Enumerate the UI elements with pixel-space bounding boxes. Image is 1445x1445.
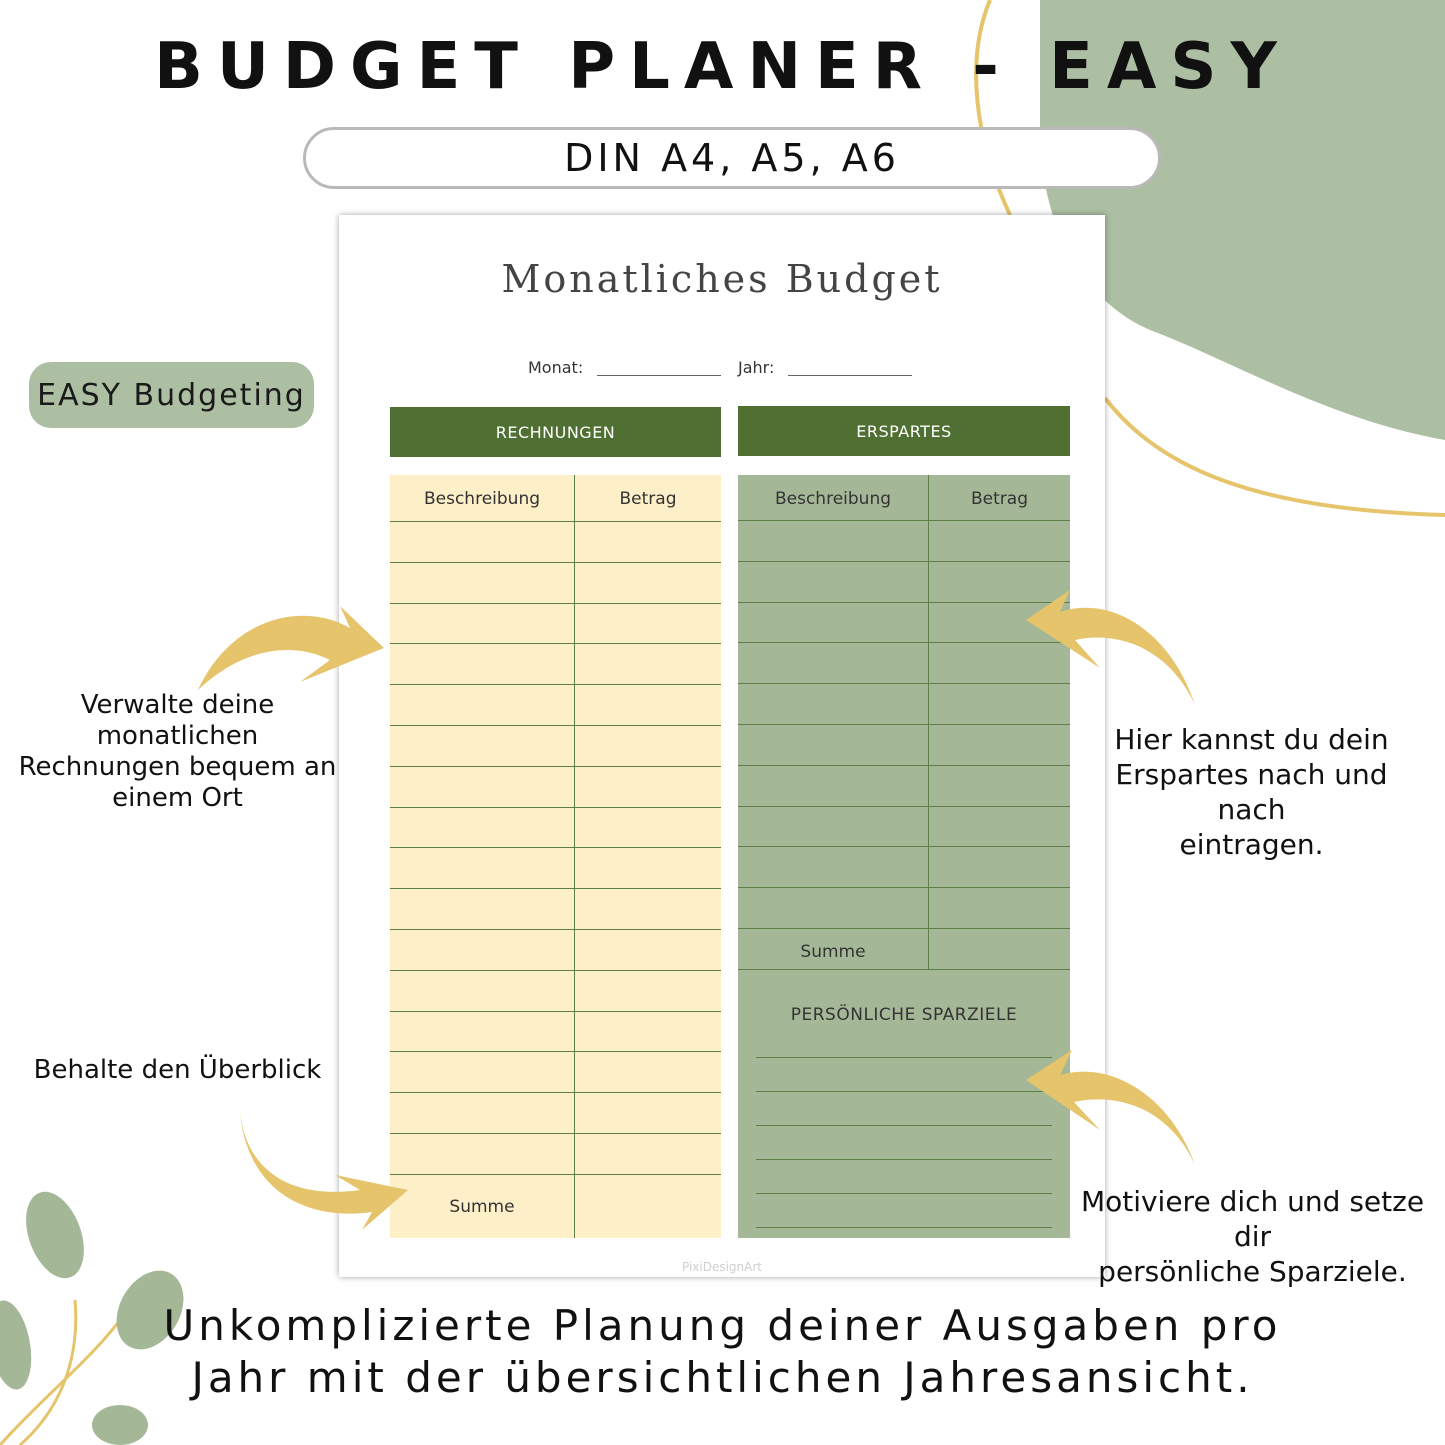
watermark: PixiDesignArt <box>681 1260 763 1274</box>
bills-row-line <box>390 1092 721 1093</box>
callout-savings <box>1080 722 1423 862</box>
bills-row-line <box>390 725 721 726</box>
savings-goals-title: PERSÖNLICHE SPARZIELE <box>790 1005 1018 1025</box>
bills-row-line <box>390 1011 721 1012</box>
savings-col-description: Beschreibung <box>774 489 892 509</box>
bills-row-line <box>390 766 721 767</box>
savings-row-line <box>738 887 1070 888</box>
callout-bills-line: Verwalte deine monatlichen <box>80 690 275 751</box>
savings-row-line <box>738 602 1070 603</box>
bills-table <box>390 475 721 1238</box>
savings-col-amount: Betrag <box>971 489 1028 509</box>
savings-row-line <box>738 969 1070 970</box>
callout-bills-line: einem Ort <box>112 783 243 813</box>
savings-row-line <box>738 846 1070 847</box>
bills-header: RECHNUNGEN <box>390 407 721 457</box>
bills-row-line <box>390 521 721 522</box>
bills-sum-label: Summe <box>449 1197 515 1217</box>
savings-goal-line <box>756 1057 1052 1058</box>
sizes-pill: DIN A4, A5, A6 <box>303 127 1161 189</box>
month-field <box>597 375 721 376</box>
bills-row-line <box>390 970 721 971</box>
footer-line-2: Jahr mit der übersichtlichen Jahresansicht. <box>191 1353 1254 1402</box>
savings-row-line <box>738 561 1070 562</box>
savings-goal-line <box>756 1227 1052 1228</box>
bills-col-divider <box>574 475 575 1238</box>
bills-row-line <box>390 1174 721 1175</box>
savings-row-line <box>738 765 1070 766</box>
easy-budgeting-badge: EASY Budgeting <box>29 362 314 428</box>
footer-text <box>0 1300 1445 1404</box>
savings-row-line <box>738 520 1070 521</box>
savings-row-line <box>738 683 1070 684</box>
page-title: BUDGET PLANER - EASY <box>154 30 1291 104</box>
year-label: Jahr: <box>738 358 775 377</box>
savings-row-line <box>738 806 1070 807</box>
bills-row-line <box>390 847 721 848</box>
month-label: Monat: <box>528 358 584 377</box>
bills-row-line <box>390 562 721 563</box>
bills-row-line <box>390 684 721 685</box>
bills-row-line <box>390 1133 721 1134</box>
callout-goals <box>1060 1184 1445 1289</box>
bills-row-line <box>390 1051 721 1052</box>
bills-row-line <box>390 643 721 644</box>
bills-col-amount: Betrag <box>619 489 677 509</box>
savings-goal-line <box>756 1193 1052 1194</box>
callout-bills <box>0 690 355 814</box>
callout-savings-line: Erspartes nach und nach <box>1115 758 1388 826</box>
callout-goals-line: persönliche Sparziele. <box>1098 1255 1407 1288</box>
savings-row-line <box>738 642 1070 643</box>
callout-savings-line: Hier kannst du dein <box>1114 723 1389 756</box>
planner-sheet <box>339 215 1105 1277</box>
savings-row-line <box>738 928 1070 929</box>
savings-header: ERSPARTES <box>738 406 1070 456</box>
bills-row-line <box>390 888 721 889</box>
savings-sum-label: Summe <box>800 942 866 962</box>
callout-goals-line: Motiviere dich und setze dir <box>1080 1185 1425 1253</box>
sheet-title: Monatliches Budget <box>501 257 943 301</box>
year-field <box>788 375 912 376</box>
callout-savings-line: eintragen. <box>1179 828 1324 861</box>
bills-row-line <box>390 603 721 604</box>
savings-goal-line <box>756 1125 1052 1126</box>
savings-goal-line <box>756 1159 1052 1160</box>
savings-col-divider <box>928 475 929 969</box>
callout-bills-line: Rechnungen bequem an <box>18 752 337 782</box>
savings-table <box>738 475 1070 1238</box>
bills-col-description: Beschreibung <box>423 489 541 509</box>
savings-row-line <box>738 724 1070 725</box>
callout-overview: Behalte den Überblick <box>33 1055 322 1085</box>
savings-goal-line <box>756 1091 1052 1092</box>
footer-line-1: Unkomplizierte Planung deiner Ausgaben pro <box>163 1301 1282 1350</box>
bills-row-line <box>390 807 721 808</box>
bills-row-line <box>390 929 721 930</box>
